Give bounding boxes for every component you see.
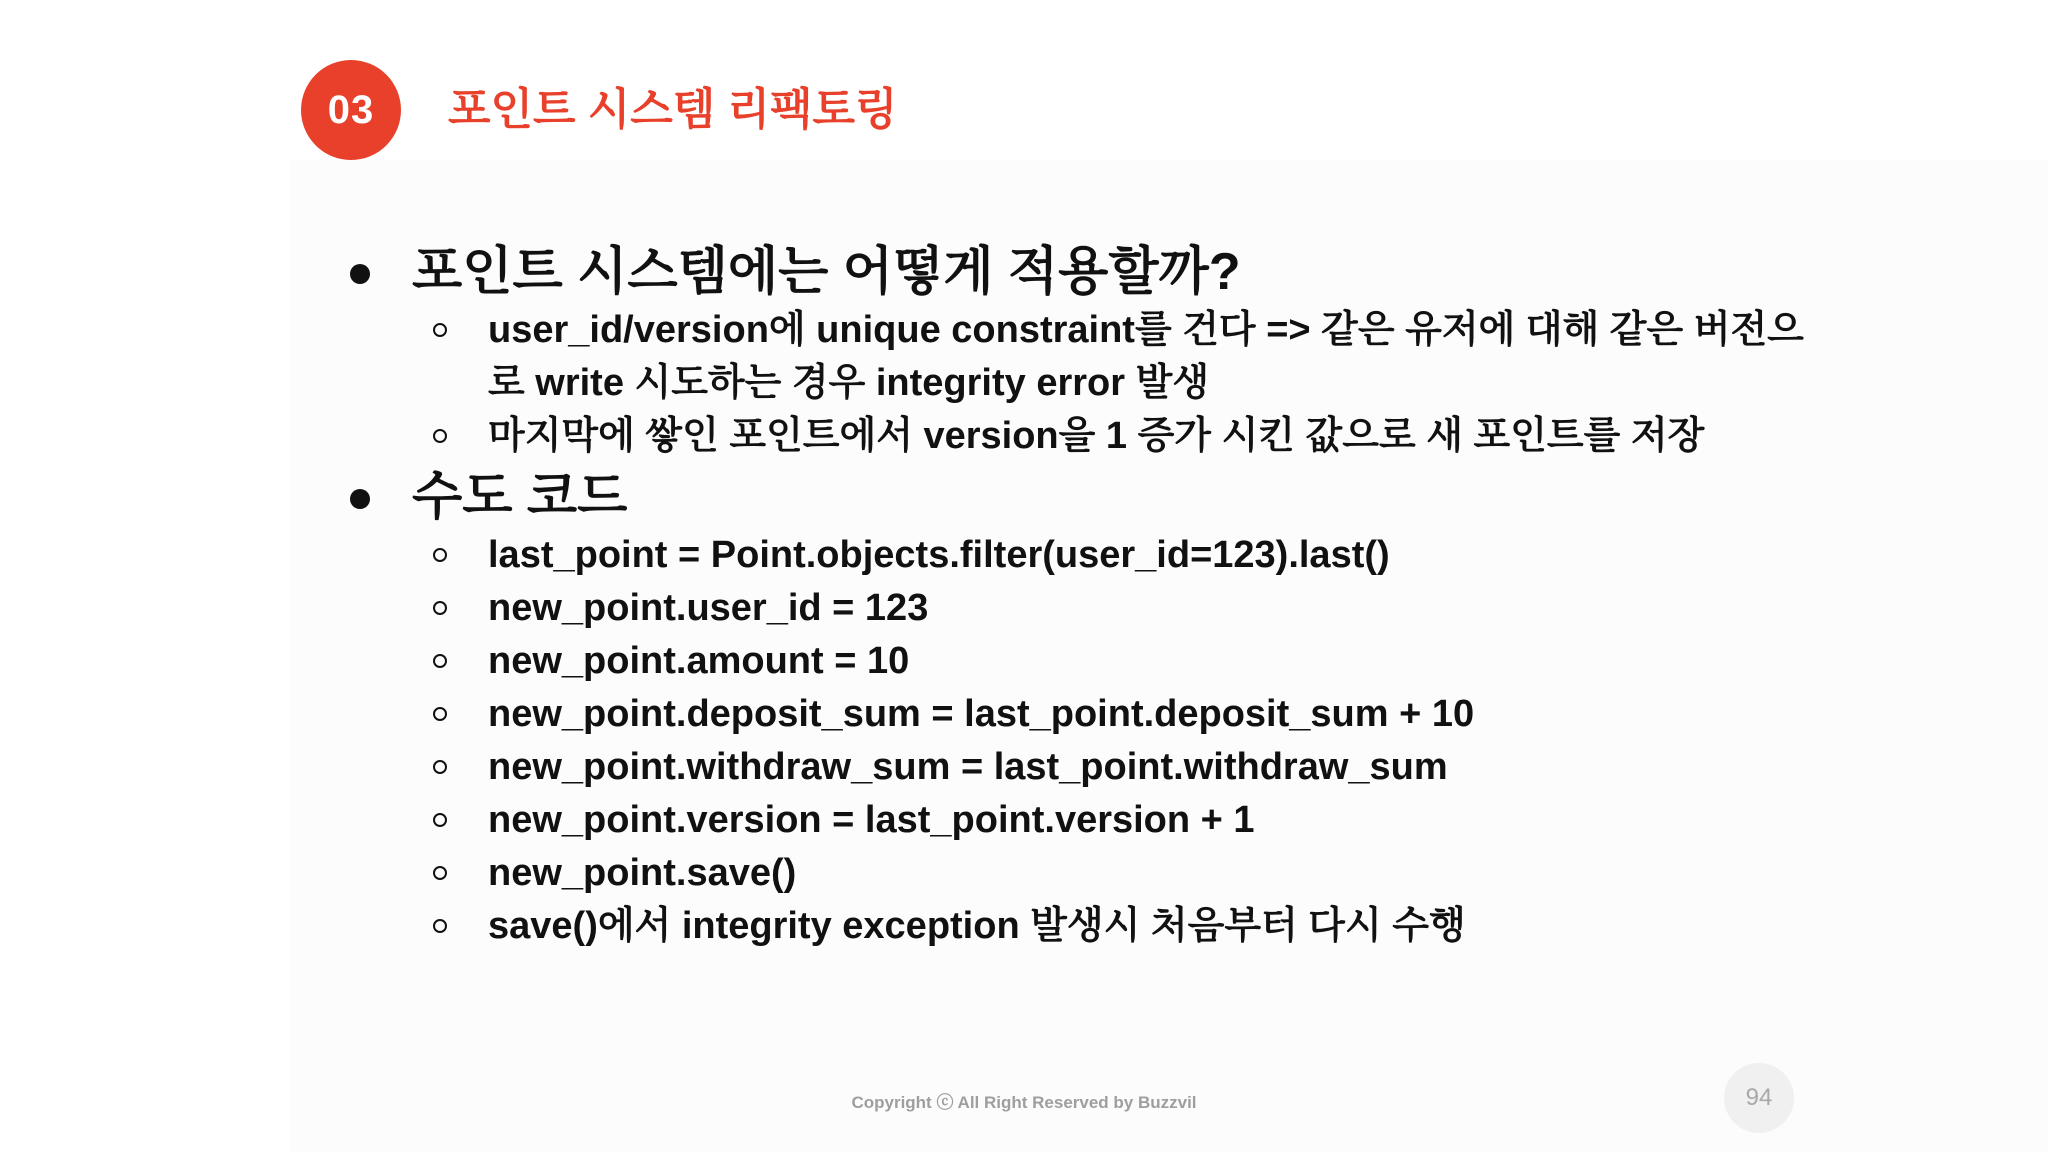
hollow-circle-icon bbox=[433, 654, 447, 668]
hollow-circle-icon bbox=[433, 760, 447, 774]
code-line bbox=[340, 529, 1830, 582]
sub-item-text: 마지막에 쌓인 포인트에서 version을 1 증가 시킨 값으로 새 포인트를 저장 bbox=[488, 415, 1705, 457]
hollow-circle-icon bbox=[433, 323, 447, 337]
footer-copyright: Copyright ⓒ All Right Reserved by Buzzvil bbox=[851, 1093, 1197, 1112]
bullet-apply-to-point-system bbox=[340, 240, 1680, 304]
code-line-text: new_point.version = last_point.version + 1 bbox=[488, 799, 1255, 841]
section-number-badge: 03 bbox=[301, 60, 401, 160]
bullet-text: 포인트 시스템에는 어떻게 적용할까? bbox=[412, 243, 1241, 301]
section-title: 포인트 시스템 리팩토링 bbox=[448, 85, 898, 134]
sub-item bbox=[340, 410, 1830, 463]
sub-list-apply bbox=[340, 304, 1804, 463]
hollow-circle-icon bbox=[433, 548, 447, 562]
bullet-pseudo-code bbox=[340, 465, 1680, 529]
code-line-text: save()에서 integrity exception 발생시 처음부터 다시 수행 bbox=[488, 905, 1466, 947]
code-line-text: new_point.deposit_sum = last_point.deposit_sum + 10 bbox=[488, 693, 1475, 735]
code-line bbox=[340, 741, 1830, 794]
bullet-dot-icon bbox=[350, 264, 370, 284]
bullet-dot-icon bbox=[350, 489, 370, 509]
code-line-text: new_point.amount = 10 bbox=[488, 640, 910, 682]
code-line bbox=[340, 635, 1830, 688]
code-line-text: new_point.withdraw_sum = last_point.withdraw_sum bbox=[488, 746, 1448, 788]
hollow-circle-icon bbox=[433, 707, 447, 721]
code-line bbox=[340, 794, 1830, 847]
bullet-text: 수도 코드 bbox=[412, 468, 628, 526]
hollow-circle-icon bbox=[433, 813, 447, 827]
code-line-text: new_point.save() bbox=[488, 852, 797, 894]
hollow-circle-icon bbox=[433, 601, 447, 615]
hollow-circle-icon bbox=[433, 429, 447, 443]
hollow-circle-icon bbox=[433, 866, 447, 880]
sub-item bbox=[340, 304, 1830, 410]
code-line bbox=[340, 582, 1830, 635]
page-number-badge: 94 bbox=[1724, 1063, 1794, 1133]
code-line bbox=[340, 847, 1830, 900]
sub-item-text: user_id/version에 unique constraint를 건다 => 같은 유저에 대해 같은 버전으로 write 시도하는 경우 integrity error 발생 bbox=[488, 309, 1804, 404]
code-line-text: new_point.user_id = 123 bbox=[488, 587, 929, 629]
slide-body bbox=[340, 240, 1804, 955]
code-line bbox=[340, 688, 1830, 741]
hollow-circle-icon bbox=[433, 919, 447, 933]
code-line bbox=[340, 900, 1830, 953]
sub-list-code bbox=[340, 529, 1680, 953]
code-line-text: last_point = Point.objects.filter(user_id=123).last() bbox=[488, 534, 1390, 576]
